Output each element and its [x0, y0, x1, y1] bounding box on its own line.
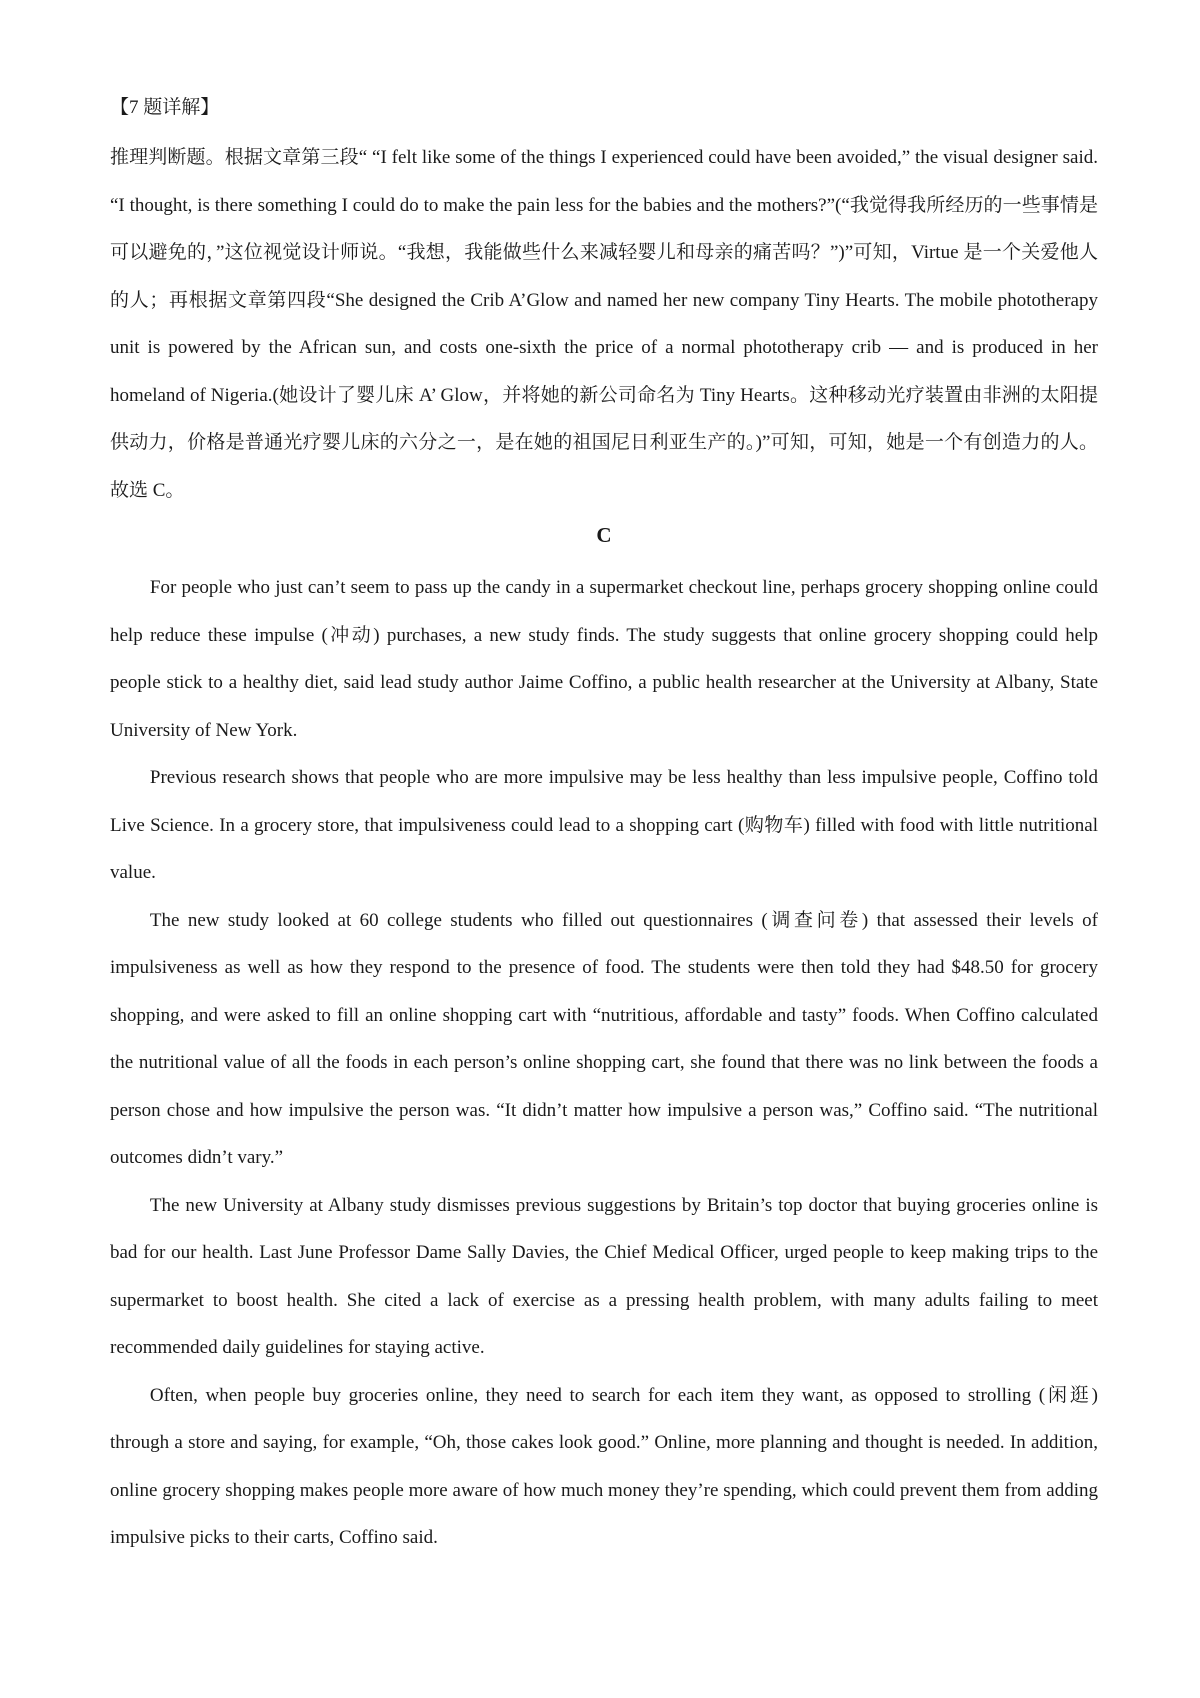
- section-header: 【7 题详解】: [110, 97, 220, 118]
- answer-explanation: 推理判断题。根据文章第三段“ “I felt like some of the things I experienced could have been avoided,” the visual designer said. “I thought, is there something I could do to make the pain less for the babies and the mothers?”(“我觉得我所经历的一些事情是可以避免的，”这位视觉设计师说。“我想，我能做些什么来减轻婴儿和母亲的痛苦吗？”)”可知，Virtue 是一个关爱他人的人；再根据文章第四段“She designed the Crib A’Glow and named her new company Tiny Hearts. The mobile phototherapy unit is powered by the African sun, and costs one-sixth the price of a normal phototherapy crib — and is produced in her homeland of Nigeria.(她设计了婴儿床 A’ Glow，并将她的新公司命名为 Tiny Hearts。这种移动光疗装置由非洲的太阳提供动力，价格是普通光疗婴儿床的六分之一，是在她的祖国尼日利亚生产的。)”可知，可知，她是一个有创造力的人。故选 C。: [110, 147, 1098, 501]
- passage-paragraph-2: Previous research shows that people who are more impulsive may be less healthy than less impulsive people, Coffino told Live Science. In a grocery store, that impulsiveness could lead to a shopping cart (购物车) filled with food with little nutritional value.: [110, 767, 1098, 883]
- document-page: [110, 96, 1098, 1562]
- passage-paragraph-3: The new study looked at 60 college students who filled out questionnaires (调查问卷) that assessed their levels of impulsiveness as well as how they respond to the presence of food. The students were then told they had $48.50 for grocery shopping, and were asked to fill an online shopping cart with “nutritious, affordable and tasty” foods. When Coffino calculated the nutritional value of all the foods in each person’s online shopping cart, she found that there was no link between the foods a person chose and how impulsive the person was. “It didn’t matter how impulsive a person was,” Coffino said. “The nutritional outcomes didn’t vary.”: [110, 909, 1098, 1168]
- passage-title: C: [596, 523, 612, 547]
- passage-paragraph-4: The new University at Albany study dismisses previous suggestions by Britain’s top doctor that buying groceries online is bad for our health. Last June Professor Dame Sally Davies, the Chief Medical Officer, urged people to keep making trips to the supermarket to boost health. She cited a lack of exercise as a pressing health problem, with many adults failing to meet recommended daily guidelines for staying active.: [110, 1194, 1098, 1358]
- passage-paragraph-5: Often, when people buy groceries online, they need to search for each item they want, as opposed to strolling (闲逛) through a store and saying, for example, “Oh, those cakes look good.” Online, more planning and thought is needed. In addition, online grocery shopping makes people more aware of how much money they’re spending, which could prevent them from adding impulsive picks to their carts, Coffino said.: [110, 1384, 1098, 1548]
- passage-paragraph-1: For people who just can’t seem to pass up the candy in a supermarket checkout line, perhaps grocery shopping online could help reduce these impulse (冲动) purchases, a new study finds. The study suggests that online grocery shopping could help people stick to a healthy diet, said lead study author Jaime Coffino, a public health researcher at the University at Albany, State University of New York.: [110, 577, 1098, 741]
